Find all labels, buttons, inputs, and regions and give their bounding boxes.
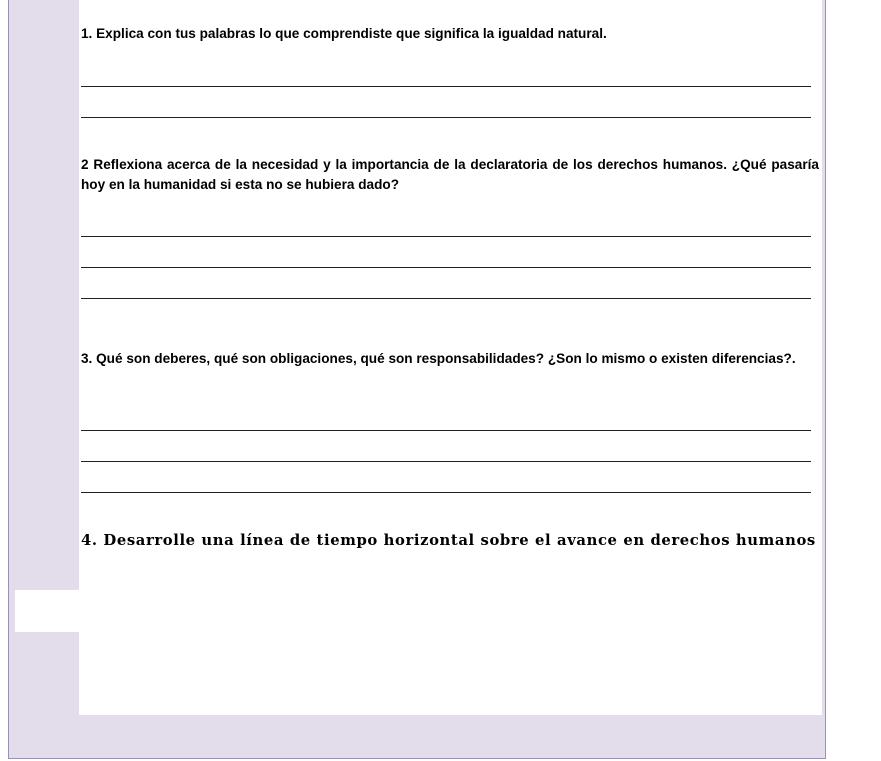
question-1: 1. Explica con tus palabras lo que comprendiste que significa la igualdad natural. xyxy=(81,26,607,41)
answer-line[interactable] xyxy=(81,267,811,268)
question-3: 3. Qué son deberes, qué son obligaciones, qué son responsabilidades? ¿Son lo mismo o existen diferencias?. xyxy=(81,351,796,366)
answer-line[interactable] xyxy=(81,430,811,431)
question-4: 4. Desarrolle una línea de tiempo horizontal sobre el avance en derechos humanos xyxy=(81,532,816,549)
question-2: 2 Reflexiona acerca de la necesidad y la importancia de la declaratoria de los derechos humanos. ¿Qué pasaría hoy en la humanidad si esta no se hubiera dado? xyxy=(81,157,819,192)
answer-line[interactable] xyxy=(81,298,811,299)
answer-line[interactable] xyxy=(81,117,811,118)
answer-line[interactable] xyxy=(81,86,811,87)
answer-line[interactable] xyxy=(81,492,811,493)
answer-line[interactable] xyxy=(81,461,811,462)
worksheet-page xyxy=(79,0,822,715)
margin-tab xyxy=(15,590,79,632)
answer-line[interactable] xyxy=(81,236,811,237)
